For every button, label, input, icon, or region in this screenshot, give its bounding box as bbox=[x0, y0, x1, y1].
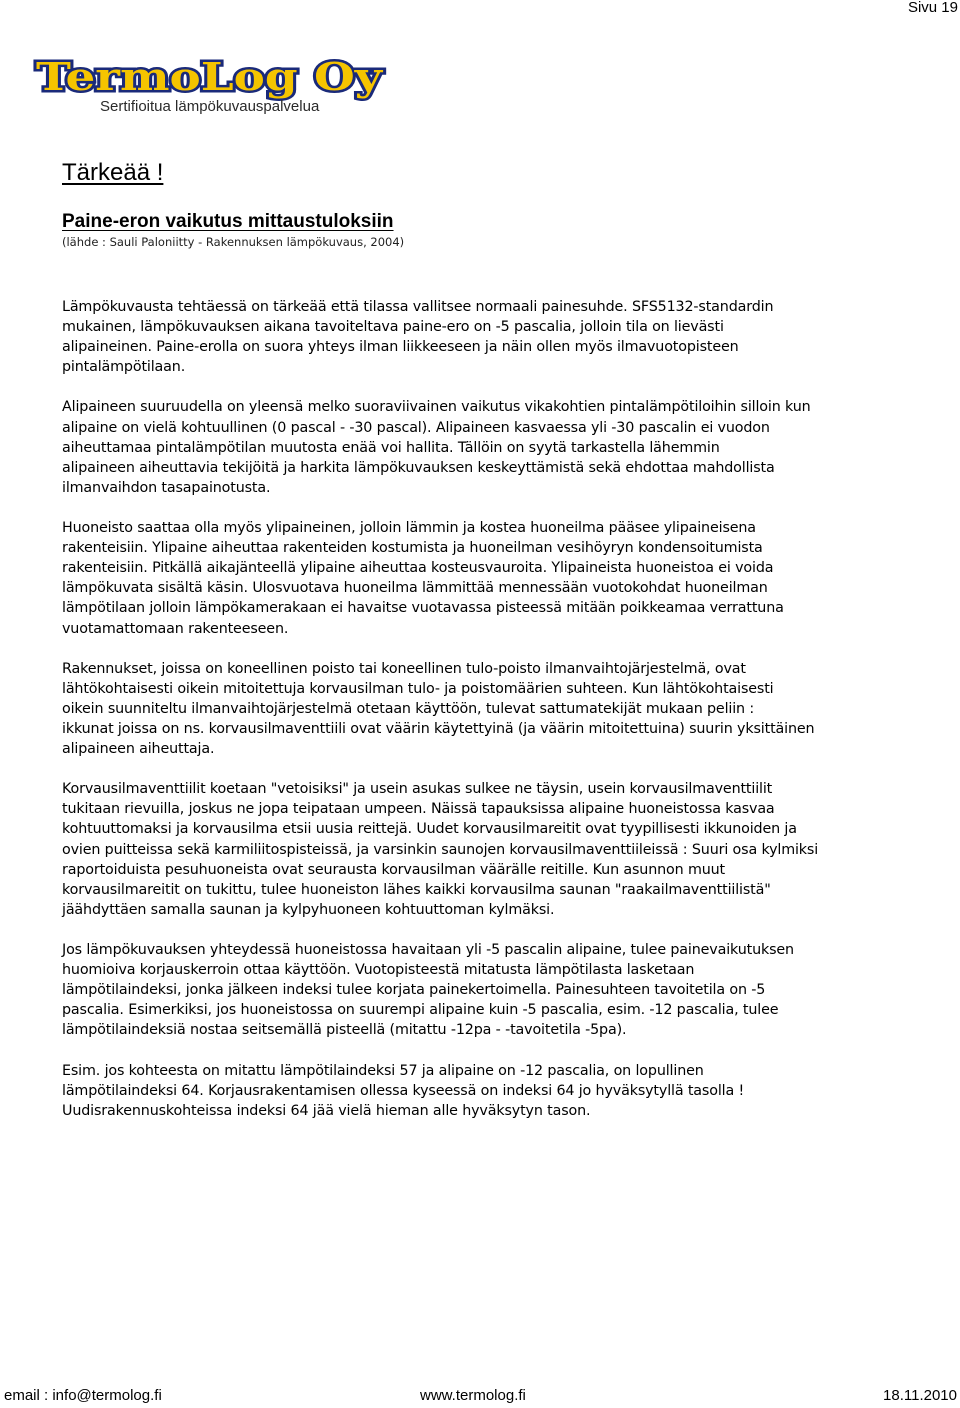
paragraph-line: ovien puitteissa sekä karmiliitospisteissä, ja varsinkin saunojen korvausilmaventtiileissä : Suuri osa kylmiksi bbox=[62, 841, 819, 858]
logo-wordmark bbox=[30, 54, 390, 102]
paragraph bbox=[62, 659, 922, 759]
paragraph-line: alipaineinen. Paine-erolla on suora yhteys ilman liikkeeseen ja näin ollen myös ilmavuotopisteen bbox=[62, 339, 739, 356]
company-logo bbox=[30, 54, 390, 120]
paragraph-line: Korvausilmaventtiilit koetaan "vetoisiksi" ja usein asukas sulkee ne täysin, usein korvausilmaventtiilit bbox=[62, 781, 773, 798]
paragraph-line: korvausilmareitit on tukittu, tulee huoneiston lähes kaikki korvausilma saunan "raakailmaventtiilistä" bbox=[62, 881, 771, 898]
paragraph-line: tukitaan rievuilla, joskus ne jopa teipataan umpeen. Näissä tapauksissa alipaine huoneistossa kasvaa bbox=[62, 801, 775, 818]
paragraph-line: pascalia. Esimerkiksi, jos huoneistossa on suurempi alipaine kuin -5 pascalia, esim. -12 pascalia, tulee bbox=[62, 1002, 779, 1019]
paragraph-line: ikkunat joissa on ns. korvausilmaventtiili ovat väärin käytettyinä (ja väärin mitoitettuina) suurin yksittäinen bbox=[62, 720, 815, 737]
paragraph-line: Alipaineen suuruudella on yleensä melko suoraviivainen vaikutus vikakohtien pintalämpötiloihin silloin kun bbox=[62, 399, 811, 416]
important-heading: Tärkeää ! bbox=[62, 159, 164, 186]
paragraph-line: pintalämpötilaan. bbox=[62, 359, 186, 376]
section-title: Paine-eron vaikutus mittaustuloksiin bbox=[62, 211, 394, 232]
logo-text: TermoLog Oy bbox=[36, 54, 384, 99]
logo-tagline: Sertifioitua lämpökuvauspalvelua bbox=[100, 98, 320, 115]
paragraph-line: raportoiduista pesuhuoneista ovat seurausta korvausilman väärälle reitille. Kun asunnon muut bbox=[62, 861, 725, 878]
paragraph-line: lämpötilaan jolloin lämpökamerakaan ei havaitse vuotavassa pisteessä mitään poikkeamaa verrattuna bbox=[62, 600, 784, 617]
paragraph bbox=[62, 779, 922, 920]
paragraph-line: Esim. jos kohteesta on mitattu lämpötilaindeksi 57 ja alipaine on -12 pascalia, on lopullinen bbox=[62, 1062, 704, 1079]
paragraph-line: Jos lämpökuvauksen yhteydessä huoneistossa havaitaan yli -5 pascalin alipaine, tulee painevaikutuksen bbox=[62, 942, 794, 958]
paragraph-line: alipaineen aiheuttavia tekijöitä ja harkita lämpökuvauksen keskeyttämistä sekä ehdottaa mahdollista bbox=[62, 459, 775, 476]
footer-website: www.termolog.fi bbox=[420, 1387, 526, 1404]
paragraph-line: lämpötilaindeksi, jonka jälkeen indeksi tulee korjata painekertoimella. Painesuhteen tavoitetila on -5 bbox=[62, 982, 766, 999]
paragraph-line: lämpökuvata sisältä käsin. Ulosvuotava huoneilma lämmittää mennessään vuotokohdat huoneilman bbox=[62, 580, 768, 597]
paragraph-line: Rakennukset, joissa on koneellinen poisto tai koneellinen tulo-poisto ilmanvaihtojärjestelmä, ovat bbox=[62, 660, 746, 677]
paragraph-line: rakenteisiin. Pitkällä aikajänteellä ylipaine aiheuttaa kosteusvauroita. Ylipaineista huoneistoa ei voida bbox=[62, 560, 774, 577]
paragraph-line: lämpötilaindeksiä nostaa seitsemällä pisteellä (mitattu -12pa - -tavoitetila -5pa). bbox=[62, 1022, 627, 1039]
paragraph bbox=[62, 397, 922, 497]
paragraph-line: vuotamattomaan rakenteeseen. bbox=[62, 620, 289, 637]
paragraph bbox=[62, 297, 922, 377]
page-number: Sivu 19 bbox=[907, 0, 958, 16]
paragraph bbox=[62, 1061, 922, 1121]
paragraph bbox=[62, 518, 922, 639]
paragraph-line: Huoneisto saattaa olla myös ylipaineinen, jolloin lämmin ja kostea huoneilma pääsee ylipaineisena bbox=[62, 520, 756, 537]
paragraph-line: mukainen, lämpökuvauksen aikana tavoiteltava paine-ero on -5 pascalia, jolloin tila on lievästi bbox=[62, 319, 724, 336]
source-citation: (lähde : Sauli Paloniitty - Rakennuksen lämpökuvaus, 2004) bbox=[62, 235, 405, 249]
paragraph-line: ilmanvaihdon tasapainotusta. bbox=[62, 479, 271, 496]
paragraph-line: lämpötilaindeksi 64. Korjausrakentamisen ollessa kyseessä on indeksi 64 jo hyväksytyllä tasolla ! bbox=[62, 1082, 745, 1099]
paragraph-line: huomioiva korjauskerroin ottaa käyttöön. Vuotopisteestä mitatusta lämpötilasta lasketaan bbox=[62, 962, 695, 979]
paragraph-line: alipaineen aiheuttaja. bbox=[62, 741, 215, 758]
paragraph-line: lähtökohtaisesti oikein mitoitettuja korvausilman tulo- ja poistomäärien suhteen. Kun lähtökohtaisesti bbox=[62, 680, 774, 697]
paragraph-line: oikein suunniteltu ilmanvaihtojärjestelmä otetaan käyttöön, tulevat sattumatekijät mukaan peliin : bbox=[62, 700, 755, 717]
paragraph-line: Lämpökuvausta tehtäessä on tärkeää että tilassa vallitsee normaali painesuhde. SFS5132-standardin bbox=[62, 299, 774, 315]
paragraph-line: alipaine on vielä kohtuullinen (0 pascal - -30 pascal). Alipaineen kasvaessa yli -30 pascalin ei vuodon bbox=[62, 419, 770, 436]
paragraph bbox=[62, 940, 922, 1040]
paragraph-line: Uudisrakennuskohteissa indeksi 64 jää vielä hieman alle hyväksytyn tason. bbox=[62, 1102, 591, 1119]
footer-date: 18.11.2010 bbox=[883, 1387, 957, 1404]
paragraph-line: aiheuttamaa pintalämpötilan muutosta enää voi hallita. Tällöin on syytä tarkastella lähemmin bbox=[62, 439, 720, 456]
paragraph-line: kohtuuttomaksi ja korvausilma etsii uusia reittejä. Uudet korvausilmareitit ovat tyypillisesti ikkunoiden ja bbox=[62, 821, 797, 838]
footer-email: email : info@termolog.fi bbox=[4, 1387, 162, 1404]
paragraph-line: jäähdyttäen samalla saunan ja kylpyhuoneen kohtuuttoman kylmäksi. bbox=[62, 901, 555, 918]
body-text bbox=[62, 297, 922, 1141]
paragraph-line: rakenteisiin. Ylipaine aiheuttaa rakenteiden kostumista ja huoneilman vesihöyryn kondensoitumista bbox=[62, 540, 763, 557]
